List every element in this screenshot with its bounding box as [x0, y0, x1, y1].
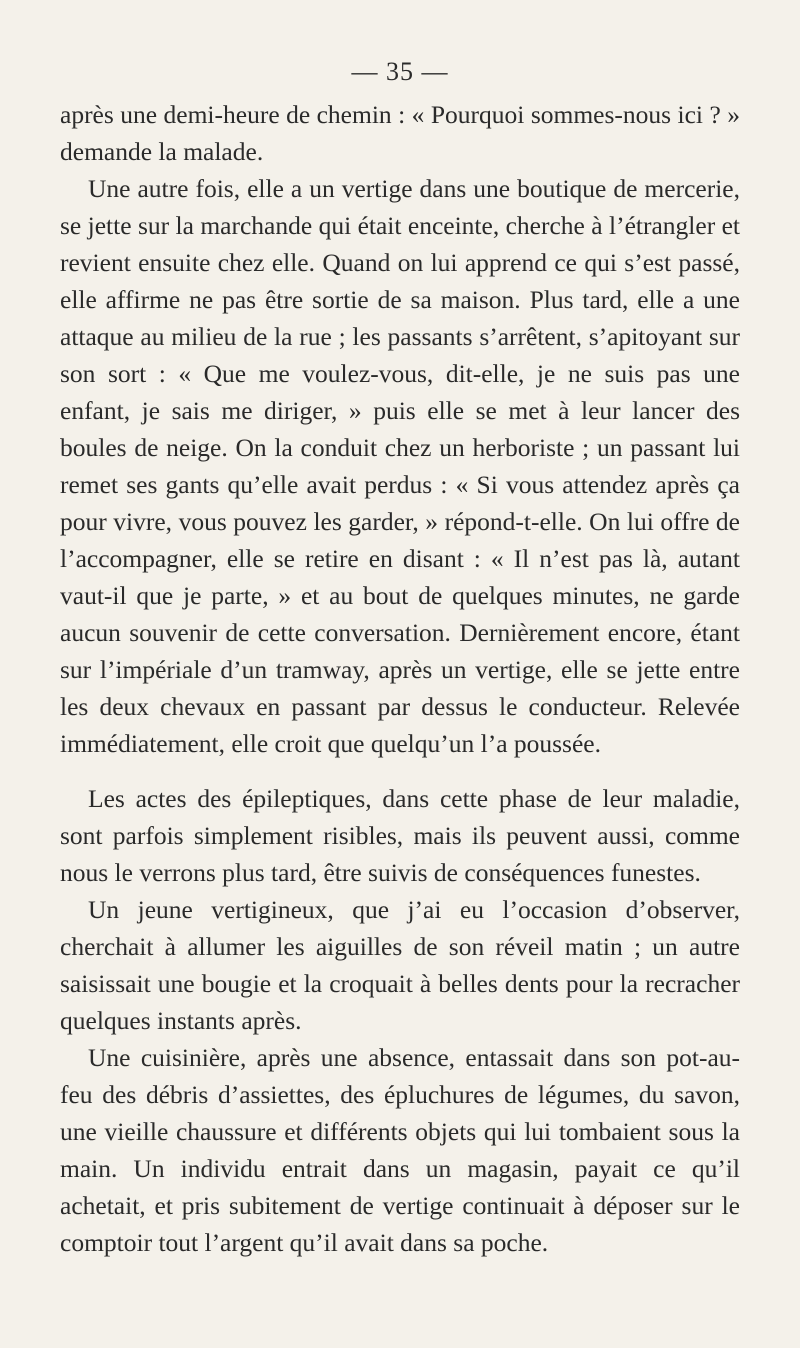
paragraph-vertige-mercerie: Une autre fois, elle a un vertige dans une boutique de mercerie, se jette sur la marchande qui était enceinte, cherche à l’étrangler et revient ensuite chez elle. Quand on lui apprend ce qui s’est passé, elle affirme ne pas être sortie de sa maison. Plus tard, elle a une attaque au milieu de la rue ; les passants s’arrêtent, s’apitoyant sur son sort : « Que me voulez-vous, dit-elle, je ne suis pas une enfant, je sais me diriger, » puis elle se met à leur lancer des boules de neige. On la conduit chez un herboriste ; un passant lui remet ses gants qu’elle avait perdus : « Si vous attendez après ça pour vivre, vous pouvez les garder, » répond-t-elle. On lui offre de l’accompagner, elle se retire en disant : « Il n’est pas là, autant vaut-il que je parte, » et au bout de quelques minutes, ne garde aucun souvenir de cette conversation. Dernièrement encore, étant sur l’impériale d’un tramway, après un vertige, elle se jette entre les deux chevaux en passant par dessus le conducteur. Relevée immédiatement, elle croit que quelqu’un l’a poussée.	[60, 174, 740, 758]
paragraph-jeune-vertigineux: Un jeune vertigineux, que j’ai eu l’occasion d’observer, cherchait à allumer les aiguilles de son réveil matin ; un autre saisissait une bougie et la croquait à belles dents pour la recracher quelques instants après.	[60, 895, 740, 1035]
page-number: — 35 —	[351, 57, 449, 86]
paragraph-cuisiniere: Une cuisinière, après une absence, entassait dans son pot-au-feu des débris d’assiettes, des épluchures de légumes, du savon, une vieille chaussure et différents objets qui lui tombaient sous la main. Un individu entrait dans un magasin, payait ce qu’il achetait, et pris subitement de vertige continuait à déposer sur le comptoir tout l’argent qu’il avait dans sa poche.	[60, 1043, 740, 1257]
book-page	[60, 52, 740, 1261]
paragraph-actes-epileptiques: Les actes des épileptiques, dans cette phase de leur maladie, sont parfois simplement risibles, mais ils peuvent aussi, comme nous le verrons plus tard, être suivis de conséquences funestes.	[60, 784, 740, 887]
paragraph-continued: après une demi-heure de chemin : « Pourquoi sommes-nous ici ? » demande la malade.	[60, 100, 740, 166]
